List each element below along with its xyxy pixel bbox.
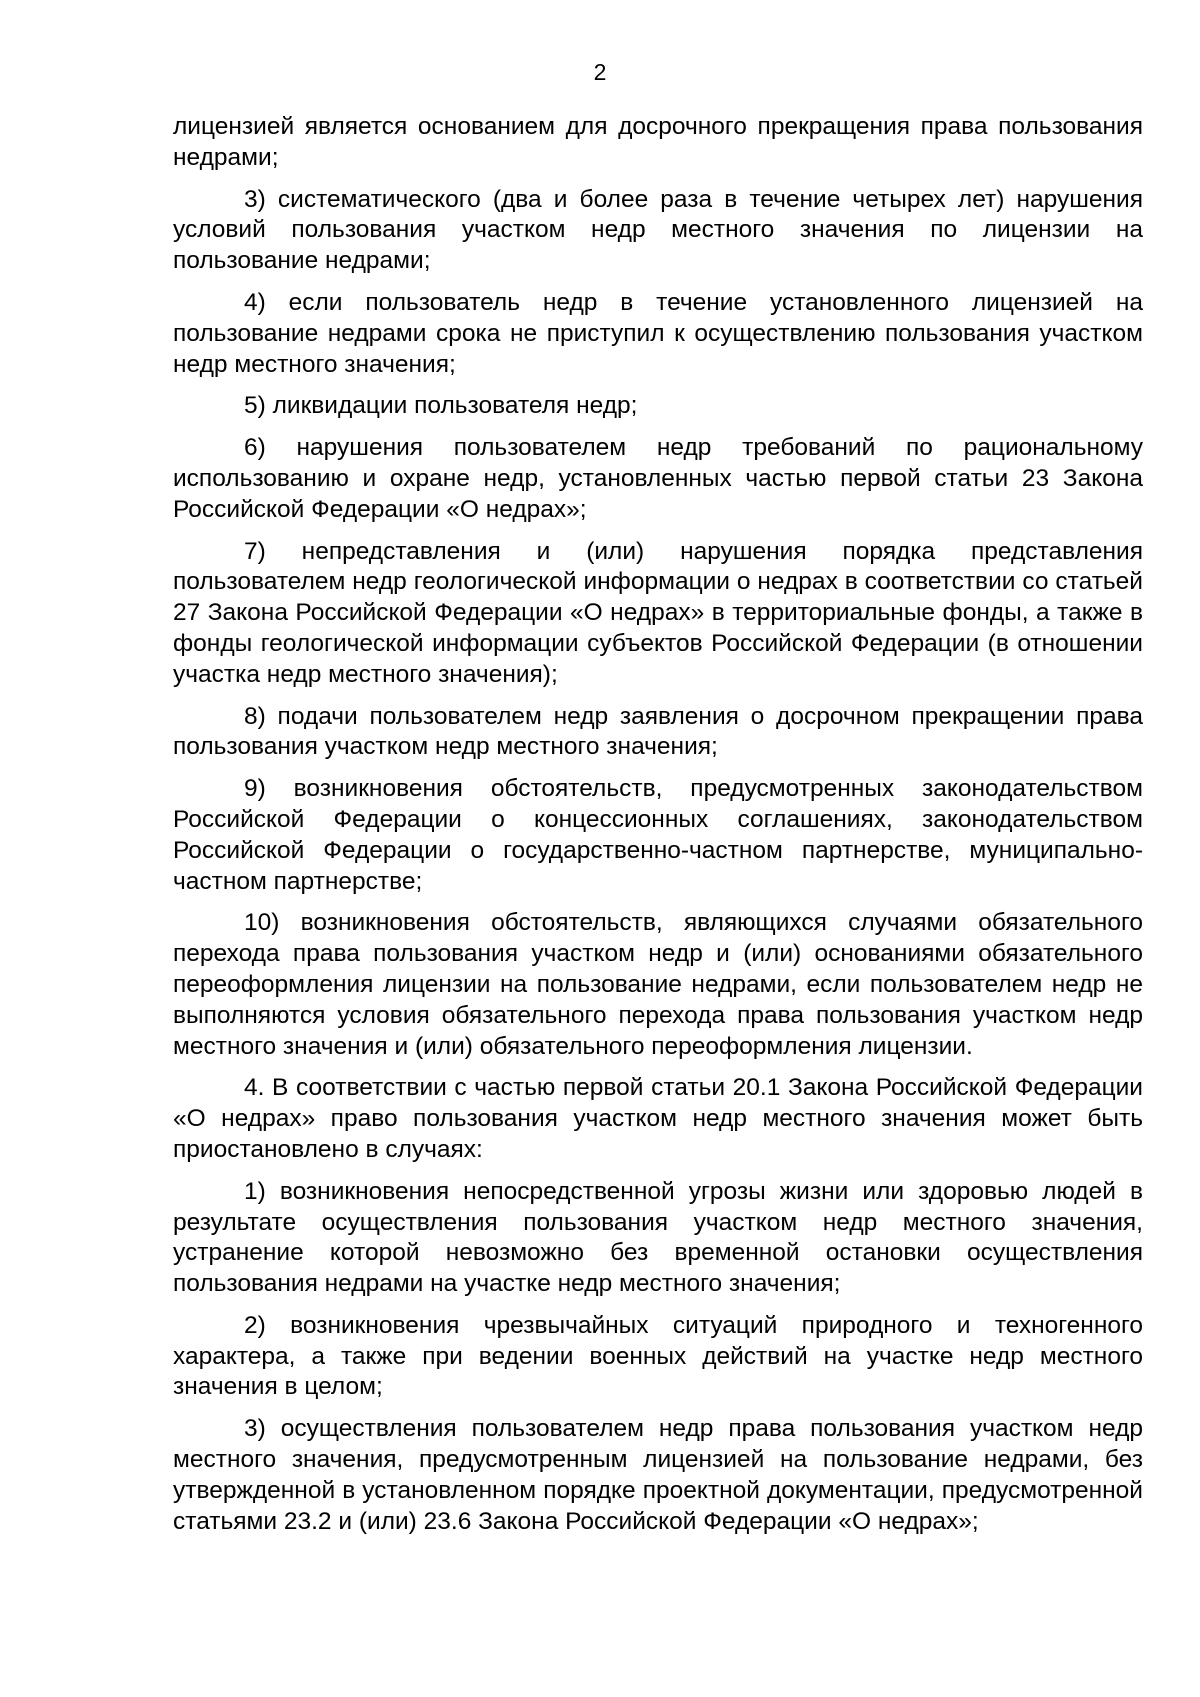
- list-item-5: 5) ликвидации пользователя недр;: [244, 392, 638, 420]
- suspension-item-2: 2) возникновения чрезвычайных ситуаций природного и техногенного характера, а также при ведении военных действий на участке недр местного значения в целом;: [173, 1311, 1143, 1401]
- paragraph-continuation: лицензией является основанием для досрочного прекращения права пользования недрами;: [173, 113, 1143, 171]
- list-item-3: 3) систематического (два и более раза в течение четырех лет) нарушения условий пользования участком недр местного значения по лицензии на пользование недрами;: [173, 185, 1143, 275]
- list-item-7: 7) непредставления и (или) нарушения порядка представления пользователем недр геологической информации о недрах в соответствии со статьей 27 Закона Российской Федерации «О недрах» в территориальные фонды, а также в фонды геологической информации субъектов Российской Федерации (в отношении участка недр местного значения);: [173, 537, 1143, 688]
- suspension-item-1: 1) возникновения непосредственной угрозы жизни или здоровью людей в результате осуществления пользования участком недр местного значения, устранение которой невозможно без временной остановки осуществления пользования недрами на участке недр местного значения;: [173, 1177, 1143, 1298]
- suspension-item-3: 3) осуществления пользователем недр права пользования участком недр местного значения, предусмотренным лицензией на пользование недрами, без утвержденной в установленном порядке проектной документации, предусмотренной статьями 23.2 и (или) 23.6 Закона Российской Федерации «О недрах»;: [173, 1415, 1143, 1535]
- section-4-intro: 4. В соответствии с частью первой статьи 20.1 Закона Российской Федерации «О недрах» право пользования участком недр местного значения может быть приостановлено в случаях:: [173, 1074, 1143, 1163]
- list-item-6: 6) нарушения пользователем недр требований по рациональному использованию и охране недр, установленных частью первой статьи 23 Закона Российской Федерации «О недрах»;: [173, 434, 1143, 523]
- page-number: 2: [593, 59, 607, 85]
- list-item-10: 10) возникновения обстоятельств, являющихся случаями обязательного перехода права пользования участком недр и (или) основаниями обязательного переоформления лицензии на пользование недрами, если пользователем недр не выполняются условия обязательного перехода права пользования участком недр местного значения и (или) обязательного переоформления лицензии.: [173, 909, 1143, 1060]
- list-item-9: 9) возникновения обстоятельств, предусмотренных законодательством Российской Федерации о концессионных соглашениях, законодательством Российской Федерации о государственно-частном партнерстве, муниципально-частном партнерстве;: [173, 775, 1143, 895]
- document-body: [173, 112, 1143, 1548]
- list-item-8: 8) подачи пользователем недр заявления о досрочном прекращении права пользования участком недр местного значения;: [173, 702, 1143, 761]
- list-item-4: 4) если пользователь недр в течение установленного лицензией на пользование недрами срока не приступил к осуществлению пользования участком недр местного значения;: [173, 288, 1143, 378]
